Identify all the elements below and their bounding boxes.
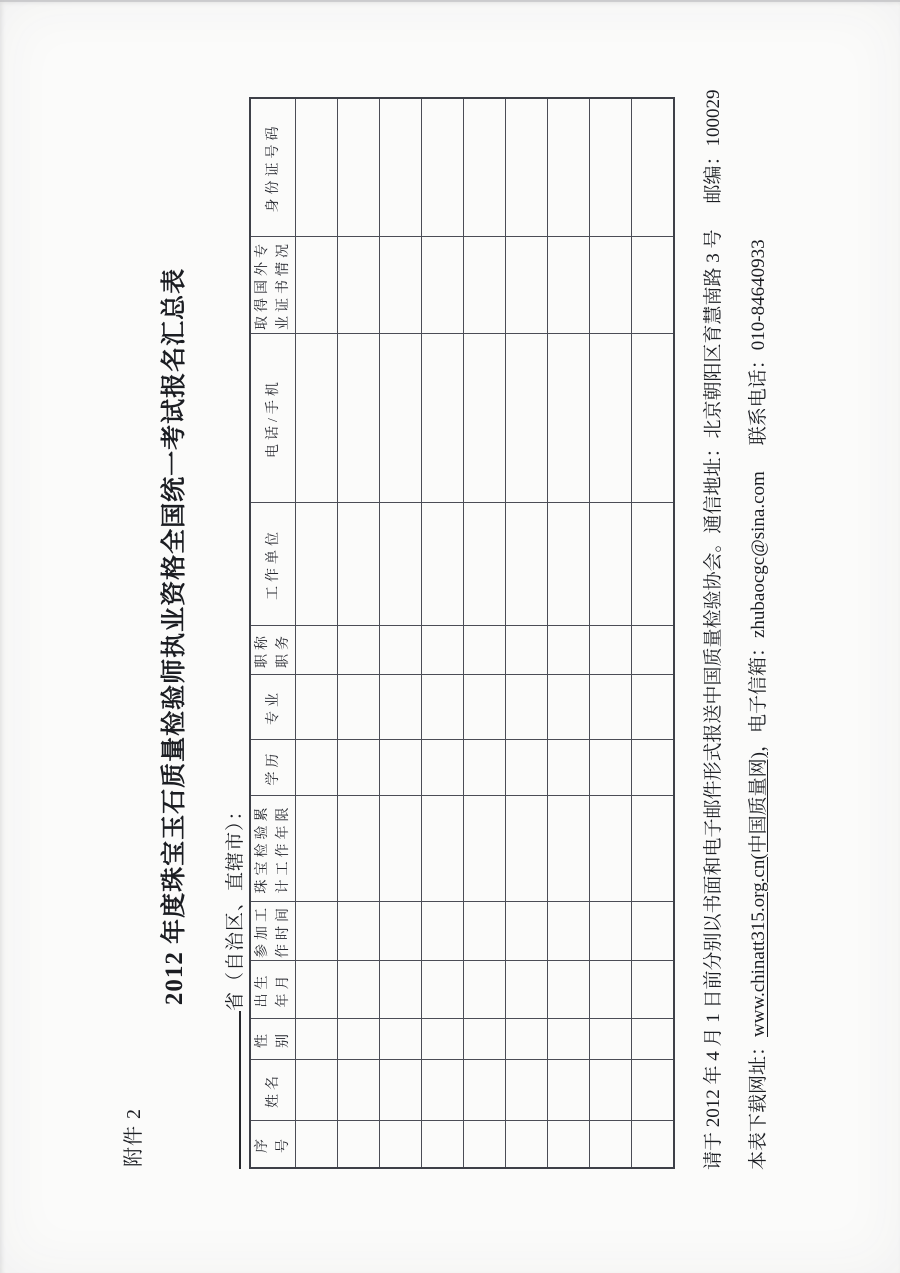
blank-cell (548, 902, 590, 961)
blank-cell (632, 334, 675, 503)
column-header-dian-hua-shou-ji: 电话/手机 (250, 334, 296, 503)
blank-cell (338, 740, 380, 796)
blank-cell (296, 626, 338, 675)
table-row (632, 98, 675, 1168)
submit-instruction-text: 请于 2012 年 4 月 1 日前分别以书面和电子邮件形式报送中国质量检验协会。通信地址：北京朝阳区育慧南路 3 号 (703, 229, 724, 1170)
blank-cell (380, 237, 422, 334)
blank-cell (506, 503, 548, 626)
blank-cell (296, 961, 338, 1019)
blank-cell (464, 1019, 506, 1060)
blank-cell (296, 740, 338, 796)
column-header-chu-sheng-nian-yue: 出生 年月 (250, 961, 296, 1019)
blank-cell (422, 961, 464, 1019)
blank-cell (632, 1121, 675, 1169)
blank-cell (548, 1121, 590, 1169)
blank-cell (548, 1019, 590, 1060)
table-row (338, 98, 380, 1168)
blank-cell (338, 961, 380, 1019)
blank-cell (506, 675, 548, 740)
column-header-xu-hao: 序 号 (250, 1121, 296, 1169)
blank-cell (632, 961, 675, 1019)
column-header-gong-zuo-dan-wei: 工作单位 (250, 503, 296, 626)
blank-cell (380, 98, 422, 237)
footer-line-2 (746, 239, 772, 1170)
download-site-label: 本表下载网址： (748, 1036, 769, 1170)
province-blank-underline (219, 1011, 241, 1169)
form-title: 2012 年度珠宝玉石质量检验师执业资格全国统一考试报名汇总表 (161, 267, 188, 1006)
blank-cell (590, 796, 632, 902)
download-url: www.chinatt315.org.cn(中国质量网) (748, 752, 769, 1037)
blank-cell (632, 796, 675, 902)
blank-cell (590, 1060, 632, 1121)
blank-cell (422, 503, 464, 626)
blank-cell (506, 98, 548, 237)
column-header-can-jia-gong-zuo: 参加工 作时间 (250, 902, 296, 961)
blank-cell (380, 1060, 422, 1121)
blank-cell (296, 1019, 338, 1060)
blank-cell (590, 675, 632, 740)
blank-cell (464, 796, 506, 902)
column-header-zhi-cheng-zhi-wu: 职称 职务 (250, 626, 296, 675)
blank-cell (632, 503, 675, 626)
blank-cell (422, 1121, 464, 1169)
blank-cell (296, 1060, 338, 1121)
blank-cell (506, 334, 548, 503)
blank-cell (338, 1060, 380, 1121)
column-header-xing-bie: 性 别 (250, 1019, 296, 1060)
blank-cell (590, 1121, 632, 1169)
column-header-xing-ming: 姓名 (250, 1060, 296, 1121)
blank-cell (590, 334, 632, 503)
column-header-guo-wai-zheng-shu: 取得国外专 业证书情况 (250, 237, 296, 334)
blank-cell (590, 1019, 632, 1060)
email-text: ，电子信箱：zhubaocgc@sina.com (748, 471, 769, 753)
footer-line-1 (701, 89, 727, 1170)
blank-cell (296, 334, 338, 503)
blank-cell (422, 902, 464, 961)
blank-cell (296, 237, 338, 334)
blank-cell (464, 237, 506, 334)
blank-cell (464, 1060, 506, 1121)
table-header-row (250, 98, 296, 1168)
blank-cell (590, 902, 632, 961)
blank-cell (632, 237, 675, 334)
column-header-shen-fen-zheng-hao: 身份证号码 (250, 98, 296, 237)
blank-cell (380, 334, 422, 503)
blank-cell (338, 626, 380, 675)
blank-cell (422, 237, 464, 334)
table-row (548, 98, 590, 1168)
blank-cell (548, 98, 590, 237)
table-row (296, 98, 338, 1168)
blank-cell (338, 503, 380, 626)
blank-cell (506, 961, 548, 1019)
blank-cell (422, 626, 464, 675)
blank-cell (506, 740, 548, 796)
blank-cell (296, 503, 338, 626)
blank-cell (590, 237, 632, 334)
blank-cell (338, 675, 380, 740)
province-label: 省（自治区、直辖市）： (225, 800, 246, 1011)
blank-cell (422, 98, 464, 237)
blank-cell (422, 1060, 464, 1121)
blank-cell (422, 334, 464, 503)
blank-cell (590, 626, 632, 675)
blank-cell (464, 626, 506, 675)
blank-cell (338, 334, 380, 503)
blank-cell (338, 1019, 380, 1060)
blank-cell (632, 1019, 675, 1060)
table-row (590, 98, 632, 1168)
blank-cell (506, 1060, 548, 1121)
blank-cell (632, 626, 675, 675)
blank-cell (632, 740, 675, 796)
blank-cell (380, 503, 422, 626)
blank-cell (548, 237, 590, 334)
blank-cell (590, 503, 632, 626)
table-row (464, 98, 506, 1168)
blank-cell (296, 675, 338, 740)
blank-cell (380, 902, 422, 961)
blank-cell (464, 1121, 506, 1169)
blank-cell (338, 902, 380, 961)
blank-cell (338, 237, 380, 334)
blank-cell (464, 503, 506, 626)
blank-cell (380, 1019, 422, 1060)
blank-cell (590, 961, 632, 1019)
blank-cell (338, 98, 380, 237)
blank-cell (548, 740, 590, 796)
blank-cell (548, 334, 590, 503)
blank-cell (464, 902, 506, 961)
blank-cell (296, 902, 338, 961)
blank-cell (296, 796, 338, 902)
blank-cell (464, 961, 506, 1019)
column-header-jian-yan-nian-xian: 珠宝检验累 计工作年限 (250, 796, 296, 902)
blank-cell (506, 796, 548, 902)
blank-cell (632, 98, 675, 237)
blank-cell (548, 1060, 590, 1121)
blank-cell (380, 961, 422, 1019)
blank-cell (422, 1019, 464, 1060)
blank-cell (590, 98, 632, 237)
blank-cell (506, 902, 548, 961)
registration-summary-table (249, 97, 675, 1169)
blank-cell (506, 237, 548, 334)
attachment-label: 附件 2 (123, 1108, 145, 1167)
blank-cell (506, 1019, 548, 1060)
phone-text: 联系电话：010-84640933 (748, 239, 769, 446)
blank-cell (380, 740, 422, 796)
postcode-text: 邮编：100029 (703, 89, 724, 204)
blank-cell (464, 740, 506, 796)
blank-cell (548, 961, 590, 1019)
blank-cell (590, 740, 632, 796)
table-body (296, 98, 675, 1168)
blank-cell (464, 334, 506, 503)
blank-cell (632, 675, 675, 740)
column-header-xue-li: 学历 (250, 740, 296, 796)
blank-cell (380, 1121, 422, 1169)
blank-cell (548, 675, 590, 740)
blank-cell (464, 98, 506, 237)
province-line (219, 800, 248, 1169)
blank-cell (380, 796, 422, 902)
blank-cell (506, 1121, 548, 1169)
blank-cell (422, 675, 464, 740)
blank-cell (422, 740, 464, 796)
blank-cell (296, 1121, 338, 1169)
table-row (506, 98, 548, 1168)
blank-cell (380, 626, 422, 675)
blank-cell (548, 503, 590, 626)
blank-cell (632, 902, 675, 961)
blank-cell (632, 1060, 675, 1121)
blank-cell (338, 796, 380, 902)
table-row (380, 98, 422, 1168)
blank-cell (422, 796, 464, 902)
blank-cell (380, 675, 422, 740)
blank-cell (296, 98, 338, 237)
table-row (422, 98, 464, 1168)
blank-cell (338, 1121, 380, 1169)
blank-cell (548, 626, 590, 675)
blank-cell (464, 675, 506, 740)
blank-cell (506, 626, 548, 675)
column-header-zhuan-ye: 专业 (250, 675, 296, 740)
blank-cell (548, 796, 590, 902)
